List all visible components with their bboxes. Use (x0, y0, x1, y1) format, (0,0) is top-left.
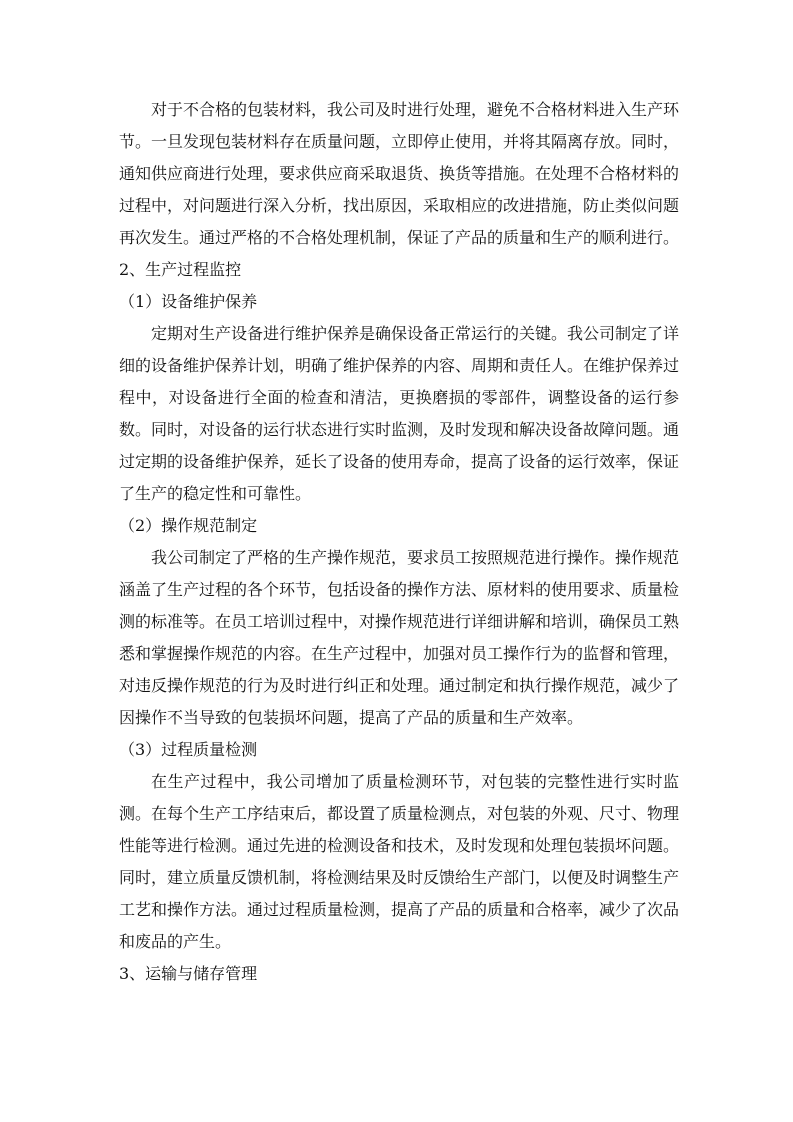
subheading-equipment-maintenance: （1）设备维护保养 (119, 292, 258, 311)
paragraph-process-quality-inspection: 在生产过程中，我公司增加了质量检测环节，对包装的完整性进行实时监测。在每个生产工序结束后，都设置了质量检测点，对包装的外观、尺寸、物理性能等进行检测。通过先进的检测设备和技术，及时发现和处理包装损坏问题。同时，建立质量反馈机制，将检测结果及时反馈给生产部门，以便及时调整生产工艺和操作方法。通过过程质量检测，提高了产品的质量和合格率，减少了次品和废品的产生。 (119, 772, 680, 951)
section-heading-production-monitoring: 2、生产过程监控 (119, 260, 242, 279)
subheading-process-quality-inspection: （3）过程质量检测 (119, 740, 258, 759)
paragraph-operating-standards: 我公司制定了严格的生产操作规范，要求员工按照规范进行操作。操作规范涵盖了生产过程的各个环节，包括设备的操作方法、原材料的使用要求、质量检测的标准等。在员工培训过程中，对操作规范进行详细讲解和培训，确保员工熟悉和掌握操作规范的内容。在生产过程中，加强对员工操作行为的监督和管理，对违反操作规范的行为及时进行纠正和处理。通过制定和执行操作规范，减少了因操作不当导致的包装损坏问题，提高了产品的质量和生产效率。 (119, 548, 680, 727)
paragraph-nonconforming-materials: 对于不合格的包装材料，我公司及时进行处理，避免不合格材料进入生产环节。一旦发现包装材料存在质量问题，立即停止使用，并将其隔离存放。同时，通知供应商进行处理，要求供应商采取退货、换货等措施。在处理不合格材料的过程中，对问题进行深入分析，找出原因，采取相应的改进措施，防止类似问题再次发生。通过严格的不合格处理机制，保证了产品的质量和生产的顺利进行。 (119, 100, 680, 247)
section-heading-transport-storage: 3、运输与储存管理 (119, 964, 258, 983)
document-body (119, 94, 679, 990)
paragraph-equipment-maintenance: 定期对生产设备进行维护保养是确保设备正常运行的关键。我公司制定了详细的设备维护保养计划，明确了维护保养的内容、周期和责任人。在维护保养过程中，对设备进行全面的检查和清洁，更换磨损的零部件，调整设备的运行参数。同时，对设备的运行状态进行实时监测，及时发现和解决设备故障问题。通过定期的设备维护保养，延长了设备的使用寿命，提高了设备的运行效率，保证了生产的稳定性和可靠性。 (119, 324, 680, 503)
subheading-operating-standards: （2）操作规范制定 (119, 516, 258, 535)
